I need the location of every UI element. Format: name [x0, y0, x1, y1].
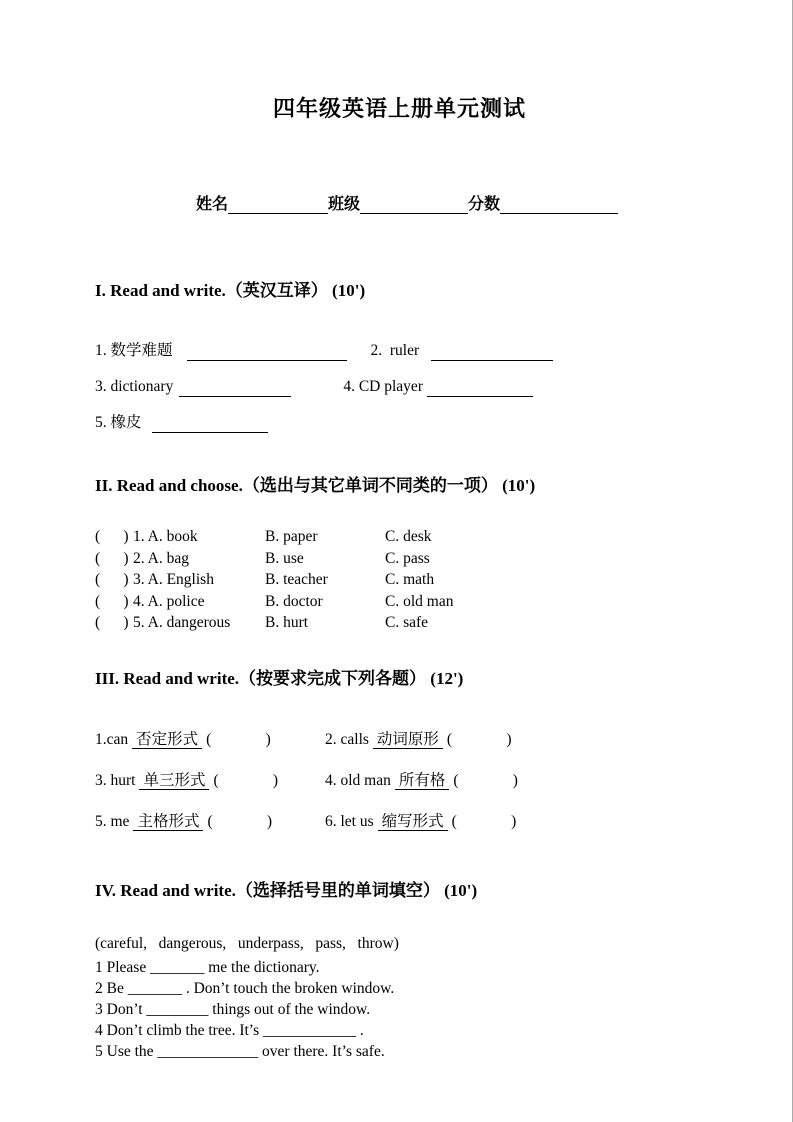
choice-row-2 [95, 548, 704, 570]
score-label: 分数 [468, 196, 501, 213]
choice-row-5 [95, 612, 704, 634]
answer-blank [187, 344, 347, 361]
rewrite-term: 主格形式 [133, 813, 203, 831]
answer-paren: ( ) [95, 528, 129, 545]
answer-paren: ( ) [95, 549, 129, 567]
option-b: B. hurt [265, 614, 309, 631]
answer-paren: ( ) [446, 730, 512, 748]
option-c: C. pass [385, 549, 430, 567]
rewrite-term: 动词原形 [373, 731, 443, 749]
choice-row-4 [95, 591, 704, 613]
answer-paren: ( ) [213, 771, 279, 789]
section1-heading: I. Read and write.（英汉互译） (10') [95, 281, 366, 300]
rewrite-prefix: 6. let us [325, 812, 374, 830]
rewrite-prefix: 2. calls [325, 730, 369, 748]
score-blank [500, 197, 618, 214]
translate-row-3 [95, 413, 704, 433]
rewrite-item-5 [95, 811, 325, 832]
choice-row-3 [95, 569, 704, 591]
option-a: 5. A. dangerous [133, 614, 231, 631]
option-b: B. use [265, 549, 304, 567]
rewrite-item-6 [325, 811, 516, 832]
class-label: 班级 [328, 196, 361, 213]
rewrite-prefix: 3. hurt [95, 771, 136, 789]
rewrite-term: 单三形式 [139, 772, 209, 790]
answer-paren: ( ) [207, 812, 273, 830]
choose-block [95, 526, 704, 634]
section3-heading: III. Read and write.（按要求完成下列各题） (12') [95, 668, 464, 688]
answer-blank [427, 380, 533, 397]
option-b: B. paper [265, 528, 318, 545]
word-bank: (careful, dangerous, underpass, pass, throw) [95, 934, 399, 952]
rewrite-row-1 [95, 729, 704, 750]
sentence-1: 1 Please _______ me the dictionary. [95, 958, 320, 976]
option-b: B. doctor [265, 592, 323, 610]
rewrite-row-2 [95, 770, 704, 791]
section2-heading: II. Read and choose.（选出与其它单词不同类的一项） (10') [95, 476, 536, 495]
answer-blank [431, 344, 553, 361]
option-a: 3. A. English [133, 571, 214, 588]
name-label: 姓名 [196, 196, 229, 213]
answer-paren: ( ) [206, 730, 271, 748]
fill-in-sentences [95, 957, 704, 1062]
sentence-3: 3 Don’t ________ things out of the window. [95, 1000, 371, 1018]
rewrite-prefix: 1.can [95, 730, 129, 748]
rewrite-prefix: 4. old man [325, 771, 391, 789]
section4-heading: IV. Read and write.（选择括号里的单词填空） (10') [95, 880, 478, 900]
option-a: 4. A. police [133, 592, 205, 610]
page-title: 四年级英语上册单元测试 [272, 96, 526, 121]
option-b: B. teacher [265, 571, 328, 588]
answer-paren: ( ) [453, 771, 518, 789]
option-c: C. safe [385, 614, 429, 631]
answer-paren: ( ) [95, 571, 129, 588]
option-a: 1. A. book [133, 528, 198, 545]
option-c: C. old man [385, 592, 454, 610]
translate-item-5: 5. 橡皮 [95, 414, 142, 431]
rewrite-term: 否定形式 [132, 731, 202, 749]
option-c: C. desk [385, 528, 432, 545]
answer-blank [152, 416, 268, 433]
answer-blank [179, 380, 291, 397]
rewrite-item-3 [95, 770, 325, 791]
answer-paren: ( ) [451, 812, 517, 830]
rewrite-term: 缩写形式 [378, 813, 448, 831]
sentence-4: 4 Don’t climb the tree. It’s ____________ . [95, 1021, 364, 1039]
rewrite-item-4 [325, 770, 518, 791]
rewrite-item-1 [95, 729, 325, 750]
answer-paren: ( ) [95, 614, 129, 631]
sentence-5: 5 Use the _____________ over there. It’s safe. [95, 1042, 385, 1060]
name-blank [228, 197, 328, 214]
translate-row-1 [95, 341, 704, 361]
translate-item-2: 2. ruler [370, 342, 420, 359]
class-blank [360, 197, 468, 214]
translate-row-2 [95, 377, 704, 397]
option-c: C. math [385, 571, 435, 588]
sentence-2: 2 Be _______ . Don’t touch the broken window. [95, 979, 395, 997]
rewrite-item-2 [325, 729, 512, 750]
choice-row-1 [95, 526, 704, 548]
rewrite-term: 所有格 [395, 772, 450, 790]
translate-item-3: 3. dictionary [95, 378, 174, 395]
option-a: 2. A. bag [133, 549, 189, 567]
student-info-line [180, 173, 704, 232]
rewrite-prefix: 5. me [95, 812, 130, 830]
translate-item-4: 4. CD player [343, 378, 423, 395]
rewrite-row-3 [95, 811, 704, 832]
answer-paren: ( ) [95, 592, 129, 610]
translate-item-1: 1. 数学难题 [95, 342, 173, 359]
